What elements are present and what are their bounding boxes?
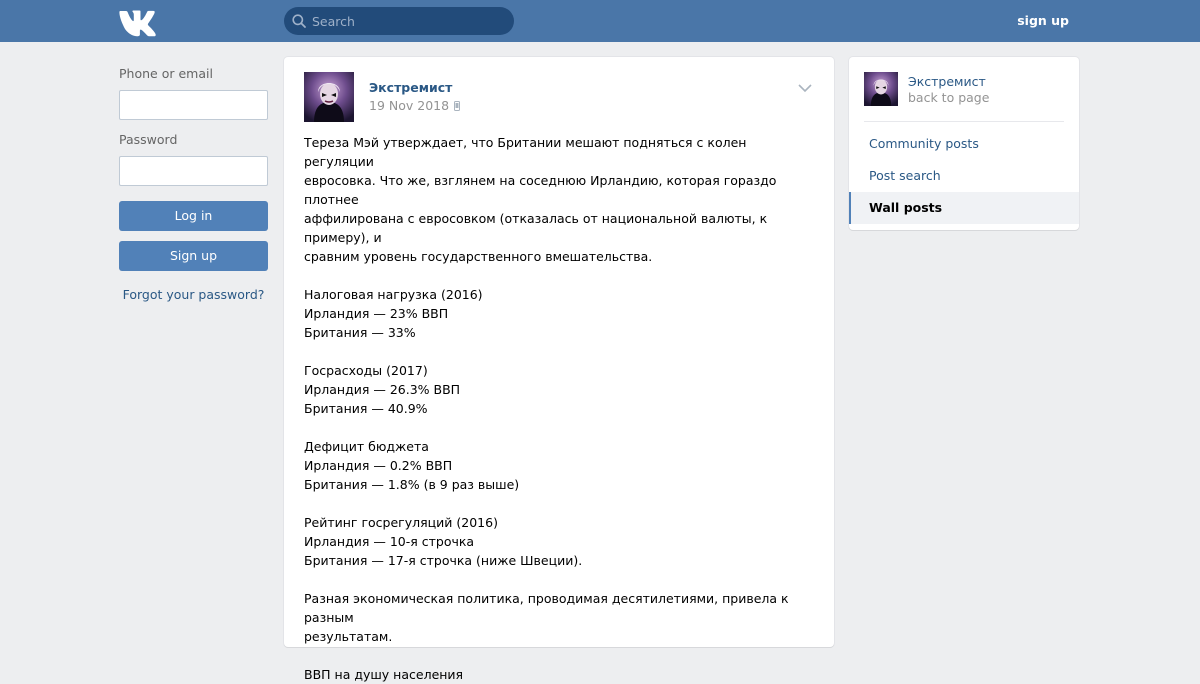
- forgot-password-link[interactable]: Forgot your password?: [122, 287, 265, 302]
- post-text-line: Ирландия — 26.3% ВВП: [304, 382, 461, 397]
- search-icon: [292, 14, 306, 28]
- search-input[interactable]: [312, 7, 508, 35]
- post-text-line: Ирландия — 10-я строчка: [304, 534, 475, 549]
- post-text-line: аффилирована с евросовком (отказалась от национальной валюты, к примеру), и: [304, 211, 772, 245]
- menu-item-wall-posts[interactable]: Wall posts: [849, 192, 1079, 224]
- post-text-line: [304, 570, 819, 589]
- post-text-line: [304, 646, 819, 665]
- post-text-line: [304, 266, 819, 285]
- post-text: [304, 133, 819, 684]
- search-box[interactable]: [284, 7, 514, 35]
- mobile-phone-icon: [454, 101, 460, 111]
- password-input[interactable]: [119, 156, 268, 186]
- post-text-line: результатам.: [304, 629, 393, 644]
- signup-button[interactable]: Sign up: [119, 241, 268, 271]
- post-text-line: Британия — 40.9%: [304, 401, 428, 416]
- post-text-line: сравним уровень государственного вмешательства.: [304, 249, 653, 264]
- login-button[interactable]: Log in: [119, 201, 268, 231]
- post-text-line: Британия — 17-я строчка (ниже Швеции).: [304, 553, 583, 568]
- post-text-line: Дефицит бюджета: [304, 439, 429, 454]
- menu-item-community-posts[interactable]: Community posts: [869, 136, 979, 151]
- post-text-line: Госрасходы (2017): [304, 363, 428, 378]
- post-date[interactable]: [369, 98, 460, 113]
- back-to-page-link[interactable]: back to page: [908, 90, 990, 105]
- post-text-line: [304, 342, 819, 361]
- phone-email-input[interactable]: [119, 90, 268, 120]
- post-text-line: Тереза Мэй утверждает, что Британии мешают подняться с колен регуляции: [304, 135, 751, 169]
- top-bar: [0, 0, 1200, 42]
- post-text-line: Ирландия — 23% ВВП: [304, 306, 449, 321]
- post-text-line: [304, 418, 819, 437]
- post-text-line: Рейтинг госрегуляций (2016): [304, 515, 498, 530]
- post-text-line: ВВП на душу населения: [304, 667, 464, 682]
- header-signup-link[interactable]: sign up: [1017, 13, 1069, 28]
- post-text-line: Разная экономическая политика, проводимая десятилетиями, привела к разным: [304, 591, 793, 625]
- menu-item-post-search[interactable]: Post search: [869, 168, 941, 183]
- side-menu: [849, 57, 1079, 230]
- community-name-link[interactable]: Экстремист: [908, 74, 986, 89]
- phone-label: Phone or email: [119, 66, 213, 81]
- author-avatar[interactable]: [304, 72, 354, 122]
- chevron-down-icon[interactable]: [798, 83, 812, 93]
- divider: [864, 121, 1064, 122]
- post-text-line: Налоговая нагрузка (2016): [304, 287, 483, 302]
- login-form: [119, 66, 268, 302]
- community-avatar[interactable]: [864, 72, 898, 106]
- post-text-line: Британия — 1.8% (в 9 раз выше): [304, 477, 520, 492]
- post-date-text: 19 Nov 2018: [369, 98, 450, 113]
- post-text-line: Ирландия — 0.2% ВВП: [304, 458, 453, 473]
- post-text-line: Британия — 33%: [304, 325, 416, 340]
- post-author-name[interactable]: Экстремист: [369, 80, 453, 95]
- wall-post: [284, 57, 834, 682]
- post-text-line: [304, 494, 819, 513]
- post-text-line: евросовка. Что же, взглянем на соседнюю Ирландию, которая гораздо плотнее: [304, 173, 781, 207]
- password-label: Password: [119, 132, 178, 147]
- vk-logo-icon[interactable]: [119, 9, 153, 33]
